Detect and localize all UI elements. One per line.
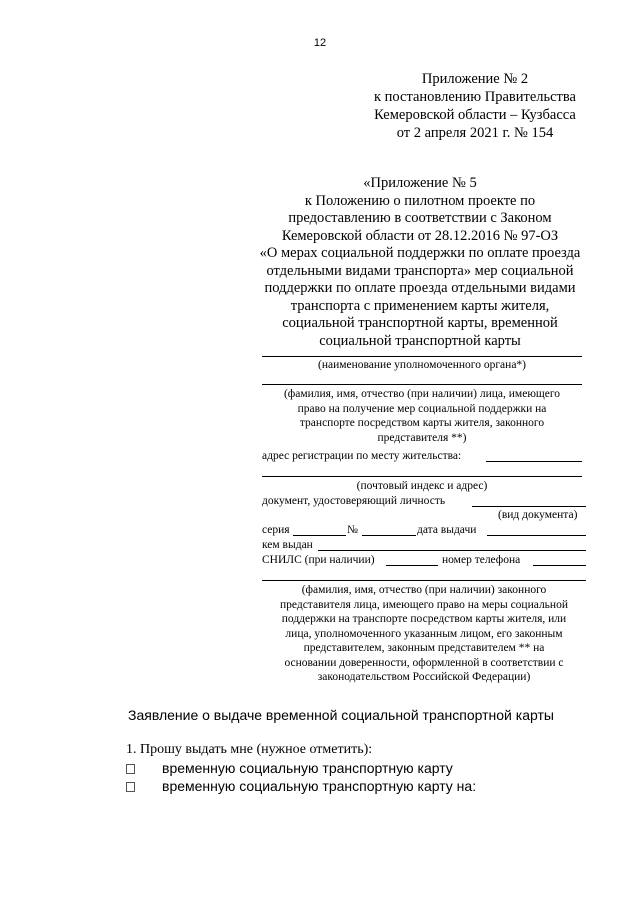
document-caption: (вид документа) — [498, 509, 578, 521]
option-temporary-card-for-checkbox[interactable] — [126, 782, 135, 792]
appendix-date: от 2 апреля 2021 г. № 154 — [396, 125, 554, 141]
organ-name-field[interactable] — [262, 356, 582, 357]
statement-item-1: 1. Прошу выдать мне (нужное отметить): — [126, 742, 373, 757]
appendix-header — [330, 70, 620, 142]
representative-caption: (фамилия, имя, отчество (при наличии) законного представителя лица, имеющего право на меры социальной поддержки на транспорте посредством карты жителя, или лица, уполномоченного указанным лицом, его законным представителем, законным представителем ** на основании доверенности, оформленной в соответствии с законодательством Российской Федерации) — [279, 584, 568, 683]
address-field-2[interactable] — [262, 476, 582, 477]
resolution-line: поддержки по оплате проезда отдельными видами — [264, 280, 576, 296]
organ-caption: (наименование уполномоченного органа*) — [317, 359, 527, 371]
document-field[interactable] — [472, 506, 586, 507]
resolution-line: Кемеровской области от 28.12.2016 № 97-ОЗ — [281, 227, 559, 244]
number-field[interactable] — [362, 535, 416, 536]
document-label: документ, удостоверяющий личность — [262, 495, 446, 507]
person-caption: (фамилия, имя, отчество (при наличии) лица, имеющего право на получение мер социальной поддержки на транспорте посредством карты жителя, законного представителя **) — [283, 388, 561, 444]
resolution-line: предоставлению в соответствии с Законом — [288, 210, 552, 226]
option-temporary-card-checkbox[interactable] — [126, 764, 135, 774]
series-field[interactable] — [293, 535, 346, 536]
snils-label: СНИЛС (при наличии) — [262, 554, 375, 566]
issued-by-label: кем выдан — [262, 539, 313, 551]
issue-date-field[interactable] — [487, 535, 586, 536]
phone-label: номер телефона — [442, 554, 521, 566]
page-number: 12 — [313, 37, 327, 49]
phone-field[interactable] — [533, 565, 586, 566]
resolution-line: транспорта с применением карты жителя, — [290, 297, 550, 314]
appendix-title: Приложение № 2 — [421, 71, 529, 87]
statement-title: Заявление о выдаче временной социальной транспортной карты — [128, 707, 554, 723]
number-label: № — [347, 524, 358, 536]
resolution-line: социальной транспортной карты — [319, 332, 521, 349]
resolution-block — [240, 175, 600, 350]
representative-field[interactable] — [262, 580, 586, 581]
series-label: серия — [262, 524, 290, 536]
address-field[interactable] — [486, 461, 582, 462]
issue-date-label: дата выдачи — [417, 524, 477, 536]
appendix-line: Кемеровской области – Кузбасса — [374, 107, 576, 123]
postal-caption: (почтовый индекс и адрес) — [356, 480, 488, 492]
appendix-line: к постановлению Правительства — [374, 89, 576, 105]
resolution-line: отдельными видами транспорта» мер социальной — [266, 262, 574, 279]
option-temporary-card-for-label: временную социальную транспортную карту на: — [162, 778, 477, 794]
resolution-line: социальной транспортной карты, временной — [282, 315, 558, 331]
option-temporary-card-label: временную социальную транспортную карту — [162, 760, 453, 776]
resolution-line: «Приложение № 5 — [363, 175, 477, 191]
person-name-field[interactable] — [262, 384, 582, 385]
resolution-line: к Положению о пилотном проекте по — [304, 192, 536, 209]
snils-field[interactable] — [386, 565, 438, 566]
address-label: адрес регистрации по месту жительства: — [262, 450, 462, 462]
resolution-line: «О мерах социальной поддержки по оплате проезда — [259, 245, 581, 261]
issued-by-field[interactable] — [318, 550, 586, 551]
